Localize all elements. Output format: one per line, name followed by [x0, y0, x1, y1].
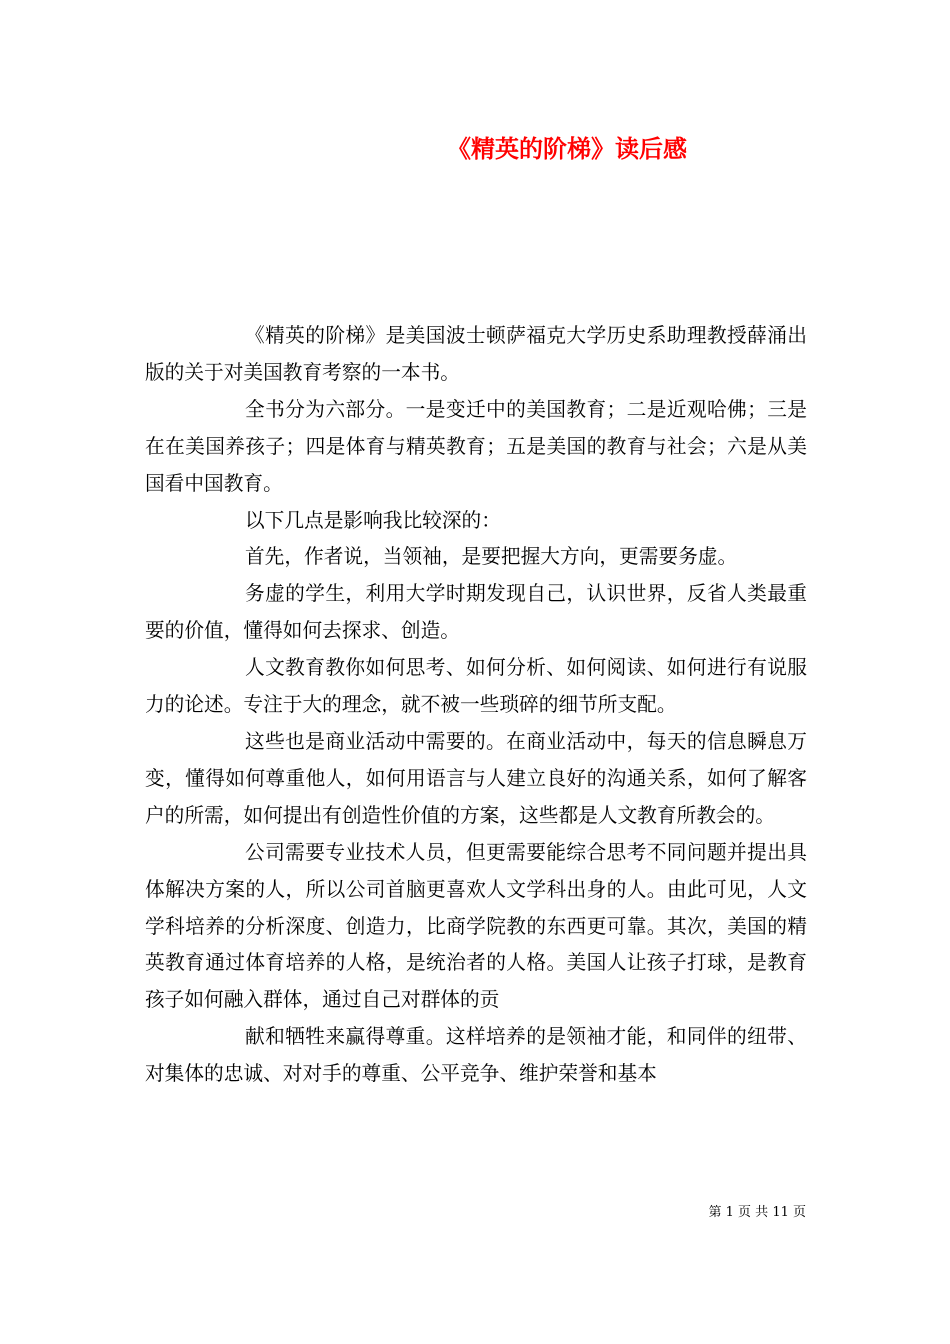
document-title	[0, 131, 950, 167]
paragraph-7: 这些也是商业活动中需要的。在商业活动中，每天的信息瞬息万变，懂得如何尊重他人，如何用语言与人建立良好的沟通关系，如何了解客户的所需，如何提出有创造性价值的方案，这些都是人文教育所教会的。	[145, 729, 807, 827]
paragraph-8: 公司需要专业技术人员，但更需要能综合思考不同问题并提出具体解决方案的人，所以公司首脑更喜欢人文学科出身的人。由此可见，人文学科培养的分析深度、创造力，比商学院教的东西更可靠。其次，美国的精英教育通过体育培养的人格，是统治者的人格。美国人让孩子打球，是教育孩子如何融入群体，通过自己对群体的贡	[145, 840, 807, 1012]
paragraph-4: 首先，作者说，当领袖，是要把握大方向，更需要务虚。	[245, 545, 738, 569]
document-title-text: 《精英的阶梯》读后感	[447, 134, 687, 163]
paragraph-9: 献和牺牲来赢得尊重。这样培养的是领袖才能，和同伴的纽带、对集体的忠诚、对对手的尊重、公平竞争、维护荣誉和基本	[145, 1025, 807, 1086]
page-number-footer: 第 1 页 共 11 页	[708, 1205, 806, 1220]
paragraph-3: 以下几点是影响我比较深的：	[245, 508, 501, 532]
paragraph-1: 《精英的阶梯》是美国波士顿萨福克大学历史系助理教授薛涌出版的关于对美国教育考察的一本书。	[145, 324, 807, 384]
paragraph-6: 人文教育教你如何思考、如何分析、如何阅读、如何进行有说服力的论述。专注于大的理念，就不被一些琐碎的细节所支配。	[145, 656, 807, 717]
paragraph-5: 务虚的学生，利用大学时期发现自己，认识世界，反省人类最重要的价值，懂得如何去探求、创造。	[145, 582, 807, 643]
document-body	[145, 318, 807, 1093]
paragraph-2: 全书分为六部分。一是变迁中的美国教育；二是近观哈佛；三是在在美国养孩子；四是体育与精英教育；五是美国的教育与社会；六是从美国看中国教育。	[145, 397, 807, 495]
